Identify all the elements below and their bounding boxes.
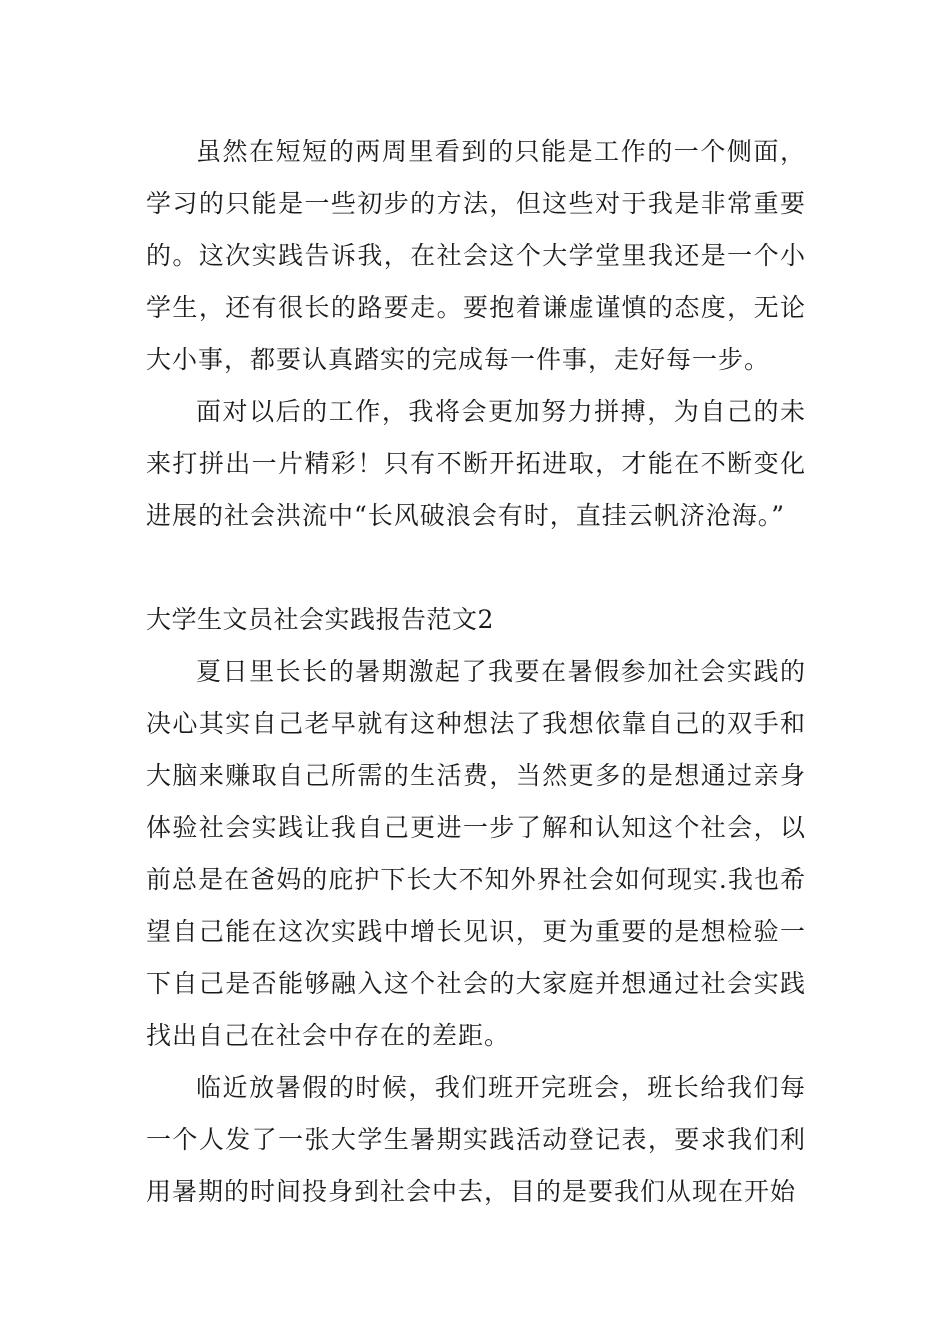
document-body [146,126,806,1218]
paragraph-future-work: 面对以后的工作，我将会更加努力拼搏，为自己的未来打拼出一片精彩！只有不断开拓进取，才能在不断变化进展的社会洪流中“长风破浪会有时，直挂云帆济沧海。” [146,397,806,530]
section-heading: 大学生文员社会实践报告范文2 [146,605,494,634]
paragraph-summer-practice: 夏日里长长的暑期激起了我要在暑假参加社会实践的决心其实自己老早就有这种想法了我想依靠自己的双手和大脑来赚取自己所需的生活费，当然更多的是想通过亲身体验社会实践让我自己更进一步了解和认知这个社会，以前总是在爸妈的庇护下长大不知外界社会如何现实.我也希望自己能在这次实践中增长见识，更为重要的是想检验一下自己是否能够融入这个社会的大家庭并想通过社会实践找出自己在社会中存在的差距。 [146,657,806,1050]
paragraph-registration-form: 临近放暑假的时候，我们班开完班会，班长给我们每一个人发了一张大学生暑期实践活动登记表，要求我们利用暑期的时间投身到社会中去，目的是要我们从现在开始 [146,1073,806,1206]
paragraph-practice-reflection: 虽然在短短的两周里看到的只能是工作的一个侧面，学习的只能是一些初步的方法，但这些对于我是非常重要的。这次实践告诉我，在社会这个大学堂里我还是一个小学生，还有很长的路要走。要抱着谦虚谨慎的态度，无论大小事，都要认真踏实的完成每一件事，走好每一步。 [146,137,806,374]
